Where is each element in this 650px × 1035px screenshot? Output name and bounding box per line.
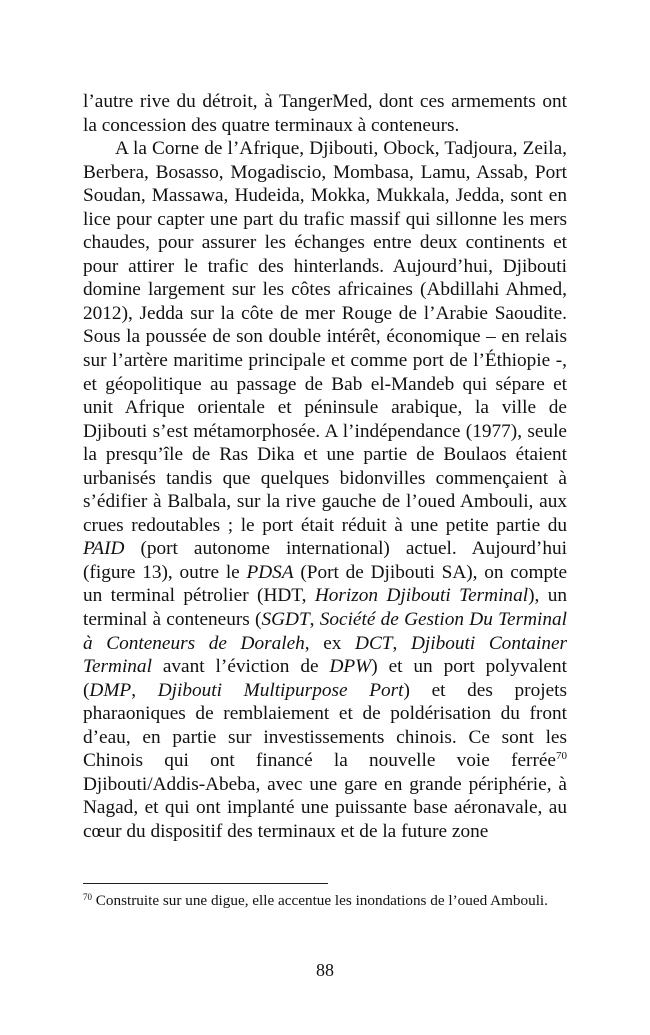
page-number: 88 bbox=[316, 960, 334, 980]
page-body bbox=[83, 90, 567, 844]
text-run: l’autre rive du détroit, à TangerMed, dont ces armements ont la concession des quatre terminaux à conteneurs. bbox=[83, 91, 567, 136]
footnote-text: Construite sur une digue, elle accentue les inondations de l’oued Ambouli. bbox=[92, 892, 548, 909]
italic-text: Djibouti Container Terminal bbox=[83, 632, 568, 678]
italic-text: Djibouti Multipurpose Port bbox=[157, 679, 404, 701]
text-run: ) et un port polyvalent ( bbox=[83, 656, 567, 701]
italic-text: SGDT bbox=[261, 609, 310, 631]
italic-text: DPW bbox=[329, 656, 372, 678]
italic-text: PAID bbox=[83, 538, 125, 560]
footnote-number: 70 bbox=[83, 892, 92, 902]
paragraph bbox=[83, 137, 567, 843]
italic-text: DMP bbox=[89, 679, 132, 701]
text-run: (port autonome international) actuel. Aujourd’hui (figure 13), outre le bbox=[83, 538, 567, 583]
italic-text: PDSA bbox=[246, 561, 294, 583]
text-run: , bbox=[309, 609, 320, 631]
footnote-separator bbox=[83, 883, 328, 884]
footnote bbox=[83, 891, 567, 911]
text-run: (Port de Djibouti SA), on compte un terminal pétrolier (HDT, bbox=[83, 561, 568, 607]
paragraph bbox=[83, 90, 567, 137]
footnote-reference: 70 bbox=[556, 750, 567, 763]
main-text bbox=[83, 90, 567, 844]
text-run: ) et des projets pharaoniques de remblaiement et de poldérisation du front d’eau, en partie sur investissements chinois. Ce sont les Chinois qui ont financé la nouvelle voie ferrée bbox=[83, 679, 568, 772]
text-run: , bbox=[392, 632, 411, 654]
text-run: avant l’éviction de bbox=[151, 656, 330, 678]
italic-text: DCT bbox=[355, 632, 393, 654]
italic-text: Horizon Djibouti Terminal bbox=[314, 585, 529, 607]
text-run: , ex bbox=[304, 632, 356, 654]
italic-text: Société de Gestion Du Terminal à Conteneurs de Doraleh bbox=[83, 609, 568, 654]
text-run: , bbox=[131, 679, 158, 701]
text-run: Djibouti/Addis-Abeba, avec une gare en grande périphérie, à Nagad, et qui ont implanté une puissante base aéronavale, au cœur du dispositif des terminaux et de la future zone bbox=[83, 773, 567, 842]
text-run: A la Corne de l’Afrique, Djibouti, Obock, Tadjoura, Zeila, Berbera, Bosasso, Mogadiscio, Mombasa, Lamu, Assab, Port Soudan, Massawa, Hudeida, Mokka, Mukkala, Jedda, sont en lice pour capter une part du trafic massif qui sillonne les mers chaudes, pour assurer les échanges entre deux continents et pour attirer le trafic des hinterlands. Aujourd’hui, Djibouti domine largement sur les côtes africaines (Abdillahi Ahmed, 2012), Jedda sur la côte de mer Rouge de l’Arabie Saoudite. Sous la poussée de son double intérêt, économique – en relais sur l’artère maritime principale et comme port de l’Éthiopie -, et géopolitique au passage de Bab el-Mandeb qui sépare et unit Afrique orientale et péninsule arabique, la ville de Djibouti s’est métamorphosée. A l’indépendance (1977), seule la presqu’île de Ras Dika et une partie de Boulaos étaient urbanisés tandis que quelques bidonvilles commençaient à s’édifier à Balbala, sur la rive gauche de l’oued Ambouli, aux crues redoutables ; le port était réduit à une petite partie du bbox=[83, 138, 567, 536]
text-run: ), un terminal à conteneurs ( bbox=[83, 585, 567, 631]
